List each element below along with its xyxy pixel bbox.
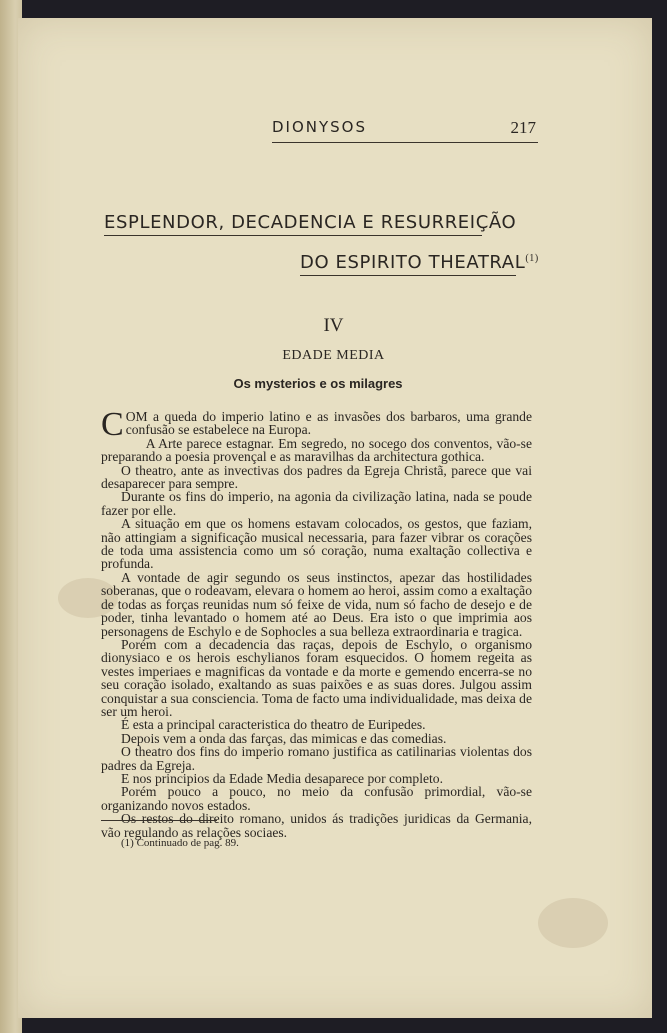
paragraph: A Arte parece estagnar. Em segredo, no socego dos conventos, vão-se preparando a poesia provençal e as maravilhas da architectura gothica. [101, 435, 532, 465]
paragraph: E nos principios da Edade Media desaparece por completo. [121, 770, 443, 786]
paragraph: É esta a principal caracteristica do theatro de Euripedes. [121, 717, 426, 733]
running-header [272, 118, 538, 143]
footnote: (1) Continuado de pag. 89. [121, 837, 239, 849]
drop-cap: C [101, 406, 124, 443]
paragraph: A situação em que os homens estavam colocados, os gestos, que faziam, não attingiam a significação musical necessaria, para fazer vibrar os corações de toda uma assistencia como um só coração, numa exaltação collectiva e profunda. [101, 516, 532, 572]
footnote-marker: (1) [525, 253, 539, 264]
paper-stain [538, 898, 608, 948]
article-title-line-1: ESPLENDOR, DECADENCIA E RESURREIÇÃO [104, 212, 482, 236]
paragraph: O theatro dos fins do imperio romano justifica as catilinarias violentas dos padres da Egreja. [101, 744, 532, 773]
paragraph: O theatro, ante as invectivas dos padres da Egreja Christã, parece que vai desaparecer para sempre. [101, 462, 532, 492]
paragraph: Depois vem a onda das farças, das mimicas e das comedias. [121, 730, 447, 746]
paragraph: Durante os fins do imperio, na agonia da civilização latina, nada se poude fazer por elle. [101, 489, 532, 518]
footnote-divider [101, 820, 217, 821]
paragraph [101, 406, 532, 443]
paragraph: Os restos do direito romano, unidos ás tradições juridicas da Germania, vão regulando as relações sociaes. [101, 811, 532, 840]
chapter-title: EDADE MEDIA [282, 348, 385, 363]
page-number: 217 [510, 118, 536, 137]
paragraph-text: OM a queda do imperio latino e as invasões dos barbaros, uma grande confusão se estabelece na Europa. [125, 409, 532, 438]
paragraph: A vontade de agir segundo os seus instinctos, apezar das hostilidades soberanas, que o rodeavam, elevara o homem ao heroi, assim como a exaltação de todas as forças reunidas num só feixe de vida, num só facho de desejo e de poder, tinha levantado o homem até ao Deus. Era isto o que imprimia aos personagens de Eschylo e de Sophocles a sua belleza extraordinaria e tragica. [101, 569, 532, 639]
paragraph: Porém com a decadencia das raças, depois de Eschylo, o organismo dionysiaco e os herois eschylianos foram esquecidos. O homem regeita as vestes imperiaes e magnificas da vontade e da morte e gemendo encerra-se no seu coração isolado, exaltando as suas paixões e as suas dores. Julgou assim conquistar a sua consciencia. Toma de facto uma individualidade, mas deixa de ser um heroi. [101, 636, 533, 719]
article-title-line-2 [300, 252, 539, 276]
running-header-title: DIONYSOS [272, 118, 368, 136]
article-title-text: DO ESPIRITO THEATRAL [300, 252, 526, 273]
section-subtitle: Os mysterios e os milagres [233, 376, 403, 391]
body-text [101, 406, 533, 840]
section-number: IV [323, 315, 344, 336]
paragraph: Porém pouco a pouco, no meio da confusão primordial, vão-se organizando novos estados. [101, 784, 532, 813]
